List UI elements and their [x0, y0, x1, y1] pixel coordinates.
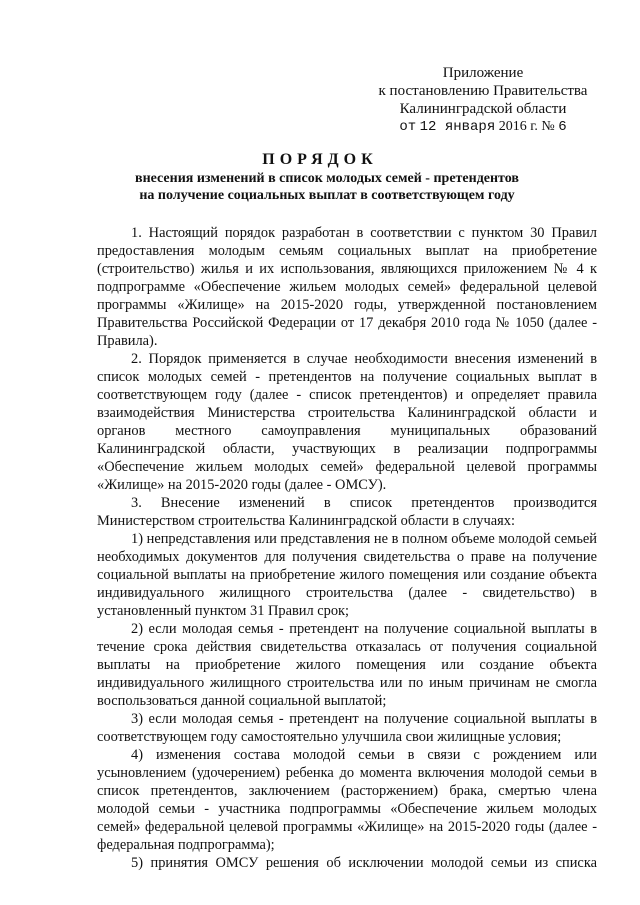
appendix-region: Калининградской области — [399, 101, 567, 117]
document-subtitle — [96, 170, 558, 204]
subtitle-line-1: внесения изменений в список молодых семей - претендентов — [135, 171, 519, 186]
appendix-label: Приложение — [442, 65, 524, 81]
subtitle-line-2: на получение социальных выплат в соответствующем году — [139, 188, 515, 203]
date-prefix: от — [399, 119, 417, 135]
appendix-resolution: к постановлению Правительства — [378, 83, 588, 99]
list-item-2: 2) если молодая семья - претендент на получение социальной выплаты в течение срока действия свидетельства отказалась от получения социальной выплаты на приобретение жилого помещения или создание объекта индивидуального жилищного строительства или по иным причинам не смогла воспользоваться данной социальной выплатой; — [97, 621, 597, 709]
date-mid: г. № — [530, 119, 555, 134]
date-day-month: 12 января — [419, 119, 496, 135]
list-item-5: 5) принятия ОМСУ решения об исключении молодой семьи из списка — [131, 855, 597, 871]
appendix-header — [378, 64, 588, 136]
appendix-date-line — [378, 118, 588, 136]
document-title: ПОРЯДОК — [262, 151, 378, 168]
document-number: 6 — [558, 119, 567, 135]
list-item-4: 4) изменения состава молодой семьи в связи с рождением или усыновлением (удочерением) ребенка до момента включения молодой семьи в список претендентов, заключением (расторжением) брака, смертью члена молодой семьи - участника подпрограммы «Обеспечение жильем молодых семей» федеральной целевой программы «Жилище» на 2015-2020 годы (далее - федеральная подпрограмма); — [97, 747, 597, 853]
list-item-1: 1) непредставления или представления не в полном объеме молодой семьей необходимых документов для получения свидетельства о праве на получение социальной выплаты на приобретение жилого помещения или создание объекта индивидуального жилищного строительства (далее - свидетельство) в установленный пунктом 31 Правил срок; — [97, 531, 597, 619]
date-year: 2016 — [498, 119, 527, 134]
paragraph-2: 2. Порядок применяется в случае необходимости внесения изменений в список молодых семей - претендентов на получение социальных выплат в соответствующем году (далее - список претендентов) и определяет правила взаимодействия Министерства строительства Калининградской области и органов местного самоуправления муниципальных образований Калининградской области, участвующих в реализации подпрограммы «Обеспечение жильем молодых семей» федеральной целевой программы «Жилище» на 2015-2020 годы (далее - ОМСУ). — [97, 351, 597, 493]
paragraph-1: 1. Настоящий порядок разработан в соответствии с пунктом 30 Правил предоставления молодым семьям социальных выплат на приобретение (строительство) жилья и их использования, являющихся приложением № 4 к подпрограмме «Обеспечение жильем молодых семей» федеральной целевой программы «Жилище» на 2015-2020 годы, утвержденной постановлением Правительства Российской Федерации от 17 декабря 2010 года № 1050 (далее - Правила). — [97, 225, 597, 349]
document-body — [97, 224, 597, 872]
list-item-3: 3) если молодая семья - претендент на получение социальной выплаты в соответствующем году самостоятельно улучшила свои жилищные условия; — [97, 711, 597, 745]
paragraph-3: 3. Внесение изменений в список претендентов производится Министерством строительства Калининградской области в случаях: — [97, 495, 597, 529]
